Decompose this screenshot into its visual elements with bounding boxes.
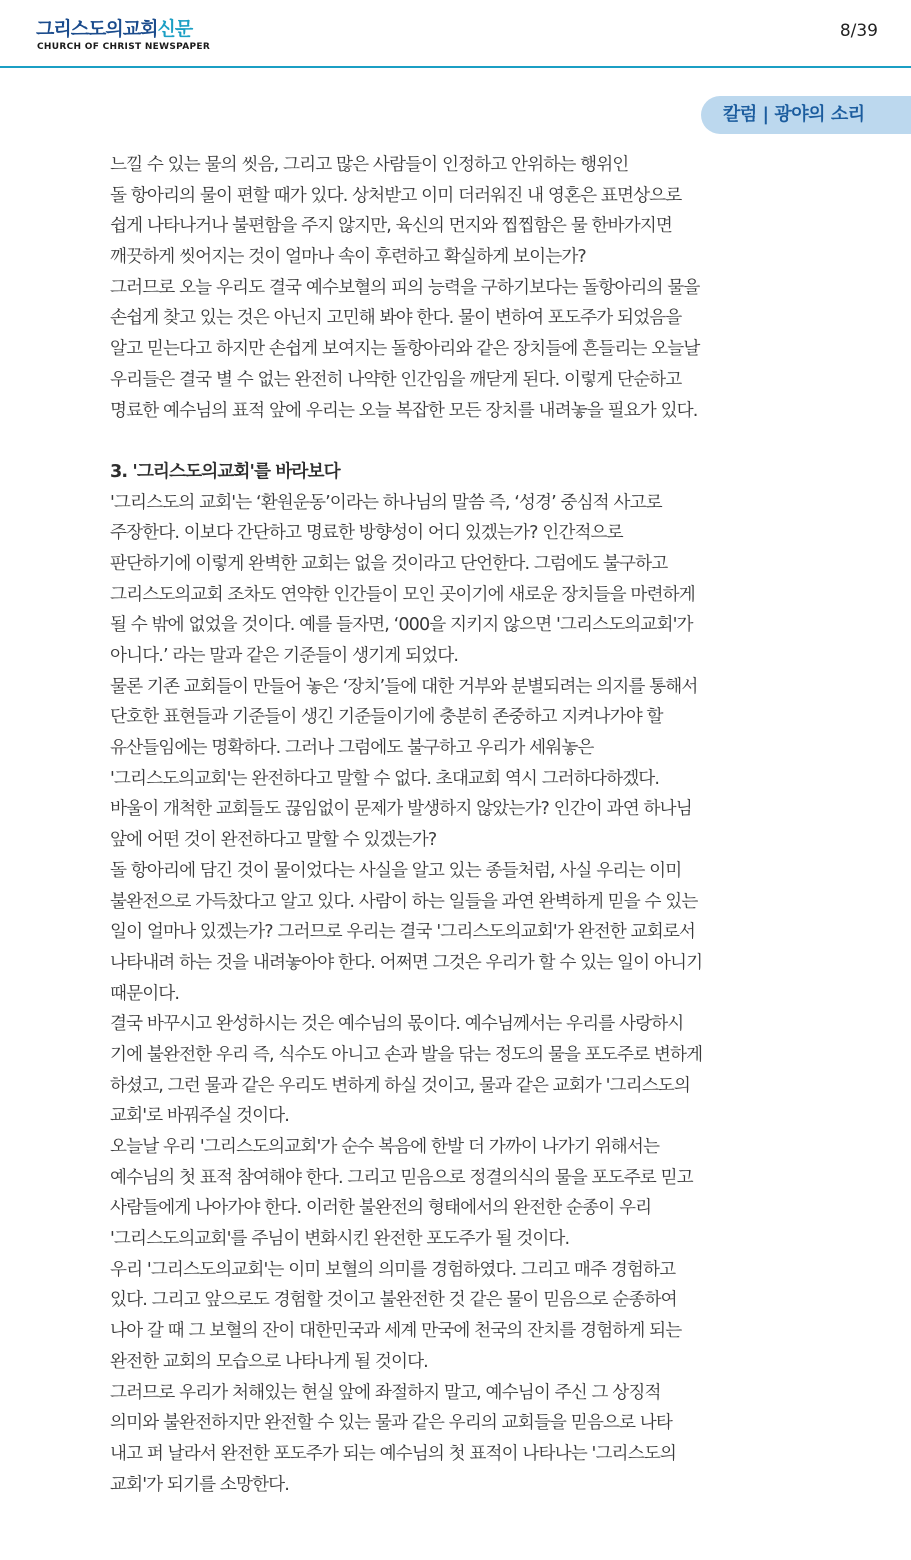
text-line: 그러므로 우리가 처해있는 현실 앞에 좌절하지 말고, 예수님이 주신 그 상징적 [110, 1382, 661, 1403]
text-line: 완전한 교회의 모습으로 나타나게 될 것이다. [110, 1351, 428, 1372]
text-line: 교회'로 바꿔주실 것이다. [110, 1106, 289, 1127]
text-line: 우리들은 결국 별 수 없는 완전히 나약한 인간임을 깨닫게 된다. 이렇게 단순하고 [110, 369, 682, 390]
text-line: 돌 항아리의 물이 편할 때가 있다. 상처받고 이미 더러워진 내 영혼은 표면상으로 [110, 185, 682, 206]
text-line: 손쉽게 찾고 있는 것은 아닌지 고민해 봐야 한다. 물이 변하여 포도주가 되었음을 [110, 308, 682, 329]
text-line: 깨끗하게 씻어지는 것이 얼마나 속이 후련하고 확실하게 보이는가? [110, 247, 586, 268]
text-line: 예수님의 첫 표적 참여해야 한다. 그리고 믿음으로 정결의식의 물을 포도주로 믿고 [110, 1167, 693, 1188]
text-line: 느낄 수 있는 물의 씻음, 그리고 많은 사람들이 인정하고 안위하는 행위인 [110, 155, 629, 175]
text-line: 아니다.’ 라는 말과 같은 기준들이 생기게 되었다. [110, 646, 459, 666]
text-line: 의미와 불완전하지만 완전할 수 있는 물과 같은 우리의 교회들을 믿음으로 나타 [110, 1413, 672, 1434]
text-line: 그리스도의교회 조차도 연약한 인간들이 모인 곳이기에 새로운 장치들을 마련하게 [110, 584, 695, 605]
text-line: 판단하기에 이렇게 완벽한 교회는 없을 것이라고 단언한다. 그럼에도 불구하고 [110, 553, 668, 574]
newspaper-logo[interactable] [36, 18, 192, 40]
text-line: 주장한다. 이보다 간단하고 명료한 방향성이 어디 있겠는가? 인간적으로 [110, 523, 623, 544]
text-line: 명료한 예수님의 표적 앞에 우리는 오늘 복잡한 모든 장치를 내려놓을 필요가 있다. [110, 400, 698, 421]
text-line: 돌 항아리에 담긴 것이 물이었다는 사실을 알고 있는 종들처럼, 사실 우리는 이미 [110, 860, 682, 881]
text-line: 오늘날 우리 '그리스도의교회'가 순수 복음에 한발 더 가까이 나가기 위해서는 [110, 1137, 660, 1157]
text-line: 교회'가 되기를 소망한다. [110, 1474, 289, 1495]
text-line: 바울이 개척한 교회들도 끊임없이 문제가 발생하지 않았는가? 인간이 과연 하나님 [110, 799, 692, 820]
page-header [0, 0, 911, 68]
text-line: 단호한 표현들과 기준들이 생긴 기준들이기에 충분히 존중하고 지켜나가야 할 [110, 707, 663, 728]
text-line: 물론 기존 교회들이 만들어 놓은 ‘장치’들에 대한 거부와 분별되려는 의지를 통해서 [110, 676, 698, 697]
text-line: 될 수 밖에 없었을 것이다. 예를 들자면, ‘000을 지키지 않으면 '그리스도의교회'가 [110, 615, 693, 636]
text-line: 유산들임에는 명확하다. 그러나 그럼에도 불구하고 우리가 세워놓은 [110, 738, 594, 759]
text-line: 기에 불완전한 우리 즉, 식수도 아니고 손과 발을 닦는 정도의 물을 포도주로 변하게 [110, 1044, 703, 1065]
text-line: 우리 '그리스도의교회'는 이미 보혈의 의미를 경험하였다. 그리고 매주 경험하고 [110, 1259, 676, 1280]
text-line: 일이 얼마나 있겠는가? 그러므로 우리는 결국 '그리스도의교회'가 완전한 교회로서 [110, 922, 696, 943]
text-line: 쉽게 나타나거나 불편함을 주지 않지만, 육신의 먼지와 찝찝함은 물 한바가지면 [110, 216, 672, 237]
text-line: 나아 갈 때 그 보혈의 잔이 대한민국과 세계 만국에 천국의 잔치를 경험하게 되는 [110, 1321, 682, 1342]
section-tab: 칼럼 | 광야의 소리 [701, 96, 911, 134]
text-line: '그리스도의교회'를 주님이 변화시킨 완전한 포도주가 될 것이다. [110, 1229, 570, 1250]
logo-main-text: 그리스도의교회 [36, 18, 158, 40]
text-line: 있다. 그리고 앞으로도 경험할 것이고 불완전한 것 같은 물이 믿음으로 순종하여 [110, 1290, 677, 1311]
logo-accent-text: 신문 [157, 18, 193, 40]
text-line: 앞에 어떤 것이 완전하다고 말할 수 있겠는가? [110, 830, 437, 851]
page-number: 8/39 [839, 21, 878, 41]
text-line: 알고 믿는다고 하지만 손쉽게 보여지는 돌항아리와 같은 장치들에 흔들리는 오늘날 [110, 339, 700, 360]
text-line: 그러므로 오늘 우리도 결국 예수보혈의 피의 능력을 구하기보다는 돌항아리의 물을 [110, 277, 700, 298]
article-body [110, 150, 810, 1500]
text-line: 사람들에게 나아가야 한다. 이러한 불완전의 형태에서의 완전한 순종이 우리 [110, 1198, 652, 1219]
logo-english-text: CHURCH OF CHRIST NEWSPAPER [37, 42, 211, 52]
text-line: 하셨고, 그런 물과 같은 우리도 변하게 하실 것이고, 물과 같은 교회가 '그리스도의 [110, 1075, 691, 1096]
text-line: '그리스도의 교회'는 ‘환원운동’이라는 하나님의 말씀 즉, ‘성경’ 중심적 사고로 [110, 492, 662, 513]
section-heading: 3. '그리스도의교회'를 바라보다 [110, 461, 340, 482]
text-line: 때문이다. [110, 983, 180, 1004]
text-line: 내고 퍼 날라서 완전한 포도주가 되는 예수님의 첫 표적이 나타나는 '그리스도의 [110, 1443, 676, 1464]
text-line: 결국 바꾸시고 완성하시는 것은 예수님의 몫이다. 예수님께서는 우리를 사랑하시 [110, 1014, 684, 1035]
text-line: 나타내려 하는 것을 내려놓아야 한다. 어쩌면 그것은 우리가 할 수 있는 일이 아니기 [110, 952, 703, 973]
text-line: 불완전으로 가득찼다고 알고 있다. 사람이 하는 일들을 과연 완벽하게 믿을 수 있는 [110, 891, 698, 912]
text-line: '그리스도의교회'는 완전하다고 말할 수 없다. 초대교회 역시 그러하다하겠다. [110, 768, 660, 789]
paragraph-spacer [110, 426, 810, 457]
